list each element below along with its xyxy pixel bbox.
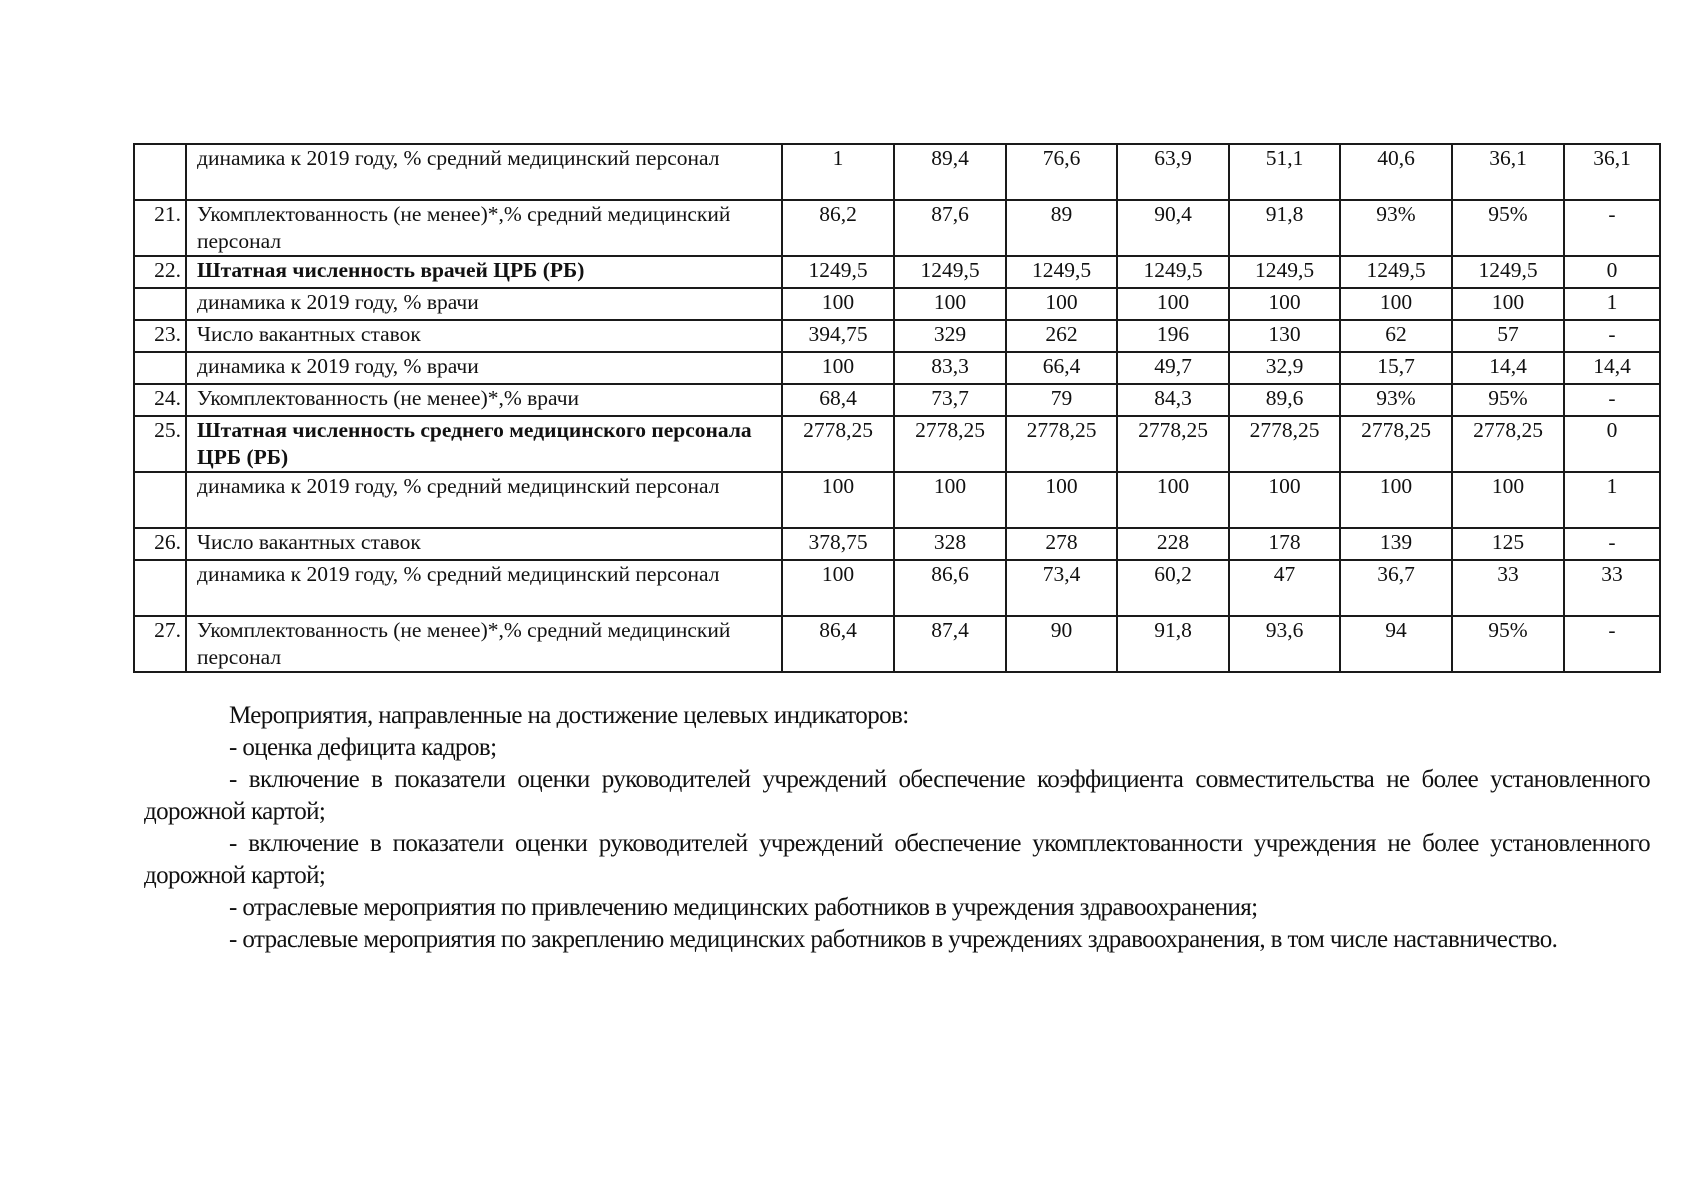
value-cell: 47 xyxy=(1229,560,1340,616)
row-number xyxy=(134,472,186,528)
value-cell: 196 xyxy=(1117,320,1229,352)
value-cell: 0 xyxy=(1564,416,1660,472)
row-label: Штатная численность среднего медицинского персонала ЦРБ (РБ) xyxy=(186,416,782,472)
value-cell: 32,9 xyxy=(1229,352,1340,384)
row-label: динамика к 2019 году, % врачи xyxy=(186,288,782,320)
value-cell: 66,4 xyxy=(1006,352,1117,384)
value-cell: 89 xyxy=(1006,200,1117,256)
value-cell: 100 xyxy=(1340,472,1452,528)
value-cell: 2778,25 xyxy=(1452,416,1564,472)
value-cell: 100 xyxy=(1229,288,1340,320)
value-cell: 91,8 xyxy=(1117,616,1229,672)
value-cell: 93,6 xyxy=(1229,616,1340,672)
value-cell: 76,6 xyxy=(1006,144,1117,200)
value-cell: 100 xyxy=(1340,288,1452,320)
row-label: Число вакантных ставок xyxy=(186,320,782,352)
value-cell: 62 xyxy=(1340,320,1452,352)
value-cell: 100 xyxy=(894,288,1006,320)
value-cell: - xyxy=(1564,616,1660,672)
value-cell: - xyxy=(1564,384,1660,416)
value-cell: 278 xyxy=(1006,528,1117,560)
value-cell: 100 xyxy=(782,560,894,616)
value-cell: 49,7 xyxy=(1117,352,1229,384)
value-cell: 125 xyxy=(1452,528,1564,560)
table-row xyxy=(134,320,1660,352)
row-label: Укомплектованность (не менее)*,% врачи xyxy=(186,384,782,416)
value-cell: 14,4 xyxy=(1452,352,1564,384)
row-label: динамика к 2019 году, % средний медицинский персонал xyxy=(186,144,782,200)
value-cell: 86,6 xyxy=(894,560,1006,616)
value-cell: 40,6 xyxy=(1340,144,1452,200)
value-cell: 57 xyxy=(1452,320,1564,352)
value-cell: 1 xyxy=(1564,472,1660,528)
value-cell: 130 xyxy=(1229,320,1340,352)
value-cell: - xyxy=(1564,528,1660,560)
value-cell: 68,4 xyxy=(782,384,894,416)
value-cell: 73,7 xyxy=(894,384,1006,416)
value-cell: 33 xyxy=(1564,560,1660,616)
row-label: динамика к 2019 году, % врачи xyxy=(186,352,782,384)
row-number xyxy=(134,560,186,616)
value-cell: 100 xyxy=(894,472,1006,528)
value-cell: 1 xyxy=(782,144,894,200)
value-cell: 100 xyxy=(1229,472,1340,528)
row-number: 24. xyxy=(134,384,186,416)
value-cell: 63,9 xyxy=(1117,144,1229,200)
value-cell: 378,75 xyxy=(782,528,894,560)
table-row xyxy=(134,200,1660,256)
value-cell: 95% xyxy=(1452,384,1564,416)
row-number xyxy=(134,352,186,384)
measures-title: Мероприятия, направленные на достижение целевых индикаторов: xyxy=(229,702,909,729)
value-cell: 36,1 xyxy=(1452,144,1564,200)
value-cell: 33 xyxy=(1452,560,1564,616)
value-cell: 1249,5 xyxy=(782,256,894,288)
value-cell: 36,7 xyxy=(1340,560,1452,616)
value-cell: 1249,5 xyxy=(1006,256,1117,288)
value-cell: 60,2 xyxy=(1117,560,1229,616)
row-number xyxy=(134,288,186,320)
measure-item: - включение в показатели оценки руководителей учреждений обеспечение коэффициента совместительства не более установленного дорожной картой; xyxy=(144,766,1650,825)
value-cell: 100 xyxy=(782,472,894,528)
value-cell: 100 xyxy=(1452,288,1564,320)
value-cell: 100 xyxy=(782,288,894,320)
value-cell: 1249,5 xyxy=(894,256,1006,288)
value-cell: 100 xyxy=(782,352,894,384)
row-number: 26. xyxy=(134,528,186,560)
value-cell: 394,75 xyxy=(782,320,894,352)
value-cell: 73,4 xyxy=(1006,560,1117,616)
table-body xyxy=(134,144,1660,672)
value-cell: 95% xyxy=(1452,616,1564,672)
value-cell: 2778,25 xyxy=(1340,416,1452,472)
value-cell: 90,4 xyxy=(1117,200,1229,256)
value-cell: 1249,5 xyxy=(1452,256,1564,288)
row-number: 21. xyxy=(134,200,186,256)
value-cell: 86,4 xyxy=(782,616,894,672)
row-label: Штатная численность врачей ЦРБ (РБ) xyxy=(186,256,782,288)
table-row xyxy=(134,144,1660,200)
value-cell: 84,3 xyxy=(1117,384,1229,416)
value-cell: 2778,25 xyxy=(1229,416,1340,472)
row-number: 27. xyxy=(134,616,186,672)
indicators-table xyxy=(133,143,1661,673)
row-label: Укомплектованность (не менее)*,% средний медицинский персонал xyxy=(186,200,782,256)
table-row xyxy=(134,416,1660,472)
table-row xyxy=(134,472,1660,528)
value-cell: 2778,25 xyxy=(1006,416,1117,472)
row-number: 25. xyxy=(134,416,186,472)
row-label: динамика к 2019 году, % средний медицинский персонал xyxy=(186,472,782,528)
value-cell: 87,4 xyxy=(894,616,1006,672)
value-cell: 100 xyxy=(1006,288,1117,320)
value-cell: 178 xyxy=(1229,528,1340,560)
table-row xyxy=(134,384,1660,416)
value-cell: 79 xyxy=(1006,384,1117,416)
value-cell: 87,6 xyxy=(894,200,1006,256)
value-cell: 100 xyxy=(1452,472,1564,528)
value-cell: - xyxy=(1564,320,1660,352)
value-cell: 328 xyxy=(894,528,1006,560)
value-cell: 89,6 xyxy=(1229,384,1340,416)
measure-item: - отраслевые мероприятия по закреплению медицинских работников в учреждениях здравоохранения, в том числе наставничество. xyxy=(229,926,1558,953)
value-cell: 262 xyxy=(1006,320,1117,352)
value-cell: 329 xyxy=(894,320,1006,352)
value-cell: 14,4 xyxy=(1564,352,1660,384)
row-number: 22. xyxy=(134,256,186,288)
value-cell: 36,1 xyxy=(1564,144,1660,200)
row-label: Число вакантных ставок xyxy=(186,528,782,560)
measures-section xyxy=(144,700,1650,956)
value-cell: 83,3 xyxy=(894,352,1006,384)
measure-item: - отраслевые мероприятия по привлечению медицинских работников в учреждения здравоохранения; xyxy=(229,894,1258,921)
value-cell: 90 xyxy=(1006,616,1117,672)
value-cell: 100 xyxy=(1117,288,1229,320)
value-cell: 0 xyxy=(1564,256,1660,288)
measure-item: - включение в показатели оценки руководителей учреждений обеспечение укомплектованности учреждения не более установленного дорожной картой; xyxy=(144,830,1650,889)
row-number xyxy=(134,144,186,200)
value-cell: 139 xyxy=(1340,528,1452,560)
value-cell: 93% xyxy=(1340,384,1452,416)
value-cell: 91,8 xyxy=(1229,200,1340,256)
value-cell: 100 xyxy=(1006,472,1117,528)
table-row xyxy=(134,616,1660,672)
table-row xyxy=(134,352,1660,384)
value-cell: 1 xyxy=(1564,288,1660,320)
value-cell: 1249,5 xyxy=(1340,256,1452,288)
table-row xyxy=(134,560,1660,616)
table-row xyxy=(134,256,1660,288)
measure-item: - оценка дефицита кадров; xyxy=(229,734,497,761)
value-cell: 1249,5 xyxy=(1117,256,1229,288)
value-cell: 1249,5 xyxy=(1229,256,1340,288)
value-cell: 15,7 xyxy=(1340,352,1452,384)
value-cell: - xyxy=(1564,200,1660,256)
value-cell: 95% xyxy=(1452,200,1564,256)
value-cell: 228 xyxy=(1117,528,1229,560)
value-cell: 2778,25 xyxy=(894,416,1006,472)
row-number: 23. xyxy=(134,320,186,352)
value-cell: 93% xyxy=(1340,200,1452,256)
row-label: динамика к 2019 году, % средний медицинский персонал xyxy=(186,560,782,616)
row-label: Укомплектованность (не менее)*,% средний медицинский персонал xyxy=(186,616,782,672)
value-cell: 89,4 xyxy=(894,144,1006,200)
value-cell: 100 xyxy=(1117,472,1229,528)
table-row xyxy=(134,528,1660,560)
value-cell: 86,2 xyxy=(782,200,894,256)
value-cell: 94 xyxy=(1340,616,1452,672)
value-cell: 2778,25 xyxy=(782,416,894,472)
value-cell: 51,1 xyxy=(1229,144,1340,200)
value-cell: 2778,25 xyxy=(1117,416,1229,472)
table-row xyxy=(134,288,1660,320)
